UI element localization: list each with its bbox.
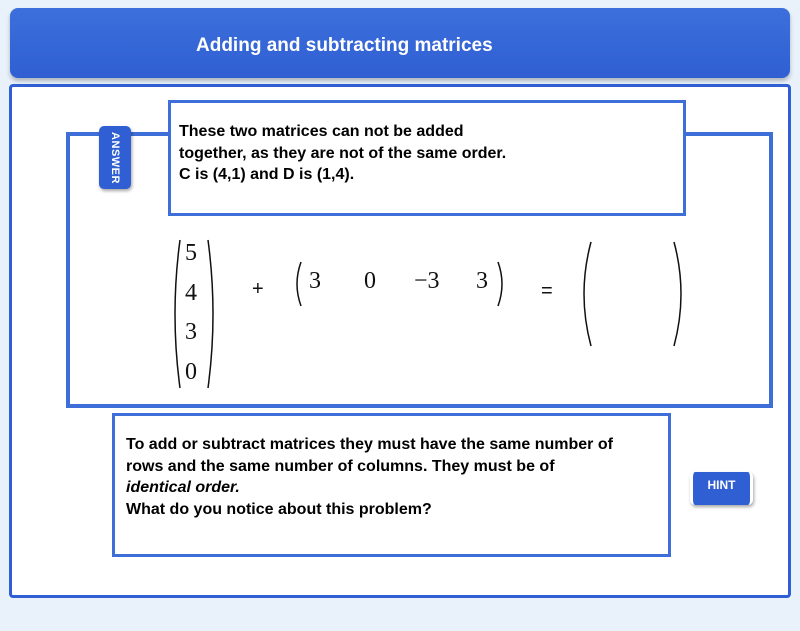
matrix-d-value: 3 bbox=[309, 268, 321, 294]
matrix-d-value: −3 bbox=[414, 268, 440, 294]
hint-panel bbox=[112, 413, 671, 557]
matrix-d-value: 0 bbox=[364, 268, 376, 294]
matrix-c-right-bracket bbox=[206, 238, 218, 390]
equals-operator: = bbox=[541, 280, 553, 302]
matrix-c-value: 4 bbox=[185, 280, 197, 306]
matrix-c-value: 3 bbox=[185, 319, 197, 345]
answer-text-line: together, as they are not of the same order. bbox=[179, 144, 507, 162]
answer-panel bbox=[168, 100, 686, 216]
hint-text-line: What do you notice about this problem? bbox=[126, 500, 432, 518]
matrix-d-left-bracket bbox=[293, 260, 303, 308]
matrix-c-value: 0 bbox=[185, 359, 197, 385]
answer-text-line: These two matrices can not be added bbox=[179, 123, 464, 140]
hint-button[interactable] bbox=[690, 472, 753, 505]
hint-text-line: rows and the same number of columns. They must be of bbox=[126, 457, 555, 475]
answer-button-label: ANSWER bbox=[109, 131, 121, 184]
answer-text-line: C is (4,1) and D is (1,4). bbox=[179, 166, 355, 183]
page-title: Adding and subtracting matrices bbox=[196, 35, 493, 56]
answer-button[interactable] bbox=[99, 126, 131, 189]
matrix-d-value: 3 bbox=[476, 268, 488, 294]
matrix-c-left-bracket bbox=[170, 238, 182, 390]
matrix-c-value: 5 bbox=[185, 240, 197, 266]
result-right-bracket bbox=[672, 240, 688, 348]
hint-button-label: HINT bbox=[707, 478, 736, 492]
result-left-bracket bbox=[577, 240, 593, 348]
matrix-d-right-bracket bbox=[496, 260, 506, 308]
hint-text-line bbox=[126, 477, 657, 499]
plus-operator: + bbox=[252, 278, 264, 300]
hint-text-line: To add or subtract matrices they must have the same number of bbox=[126, 436, 613, 453]
hint-emphasis-text: identical order. bbox=[126, 479, 240, 496]
